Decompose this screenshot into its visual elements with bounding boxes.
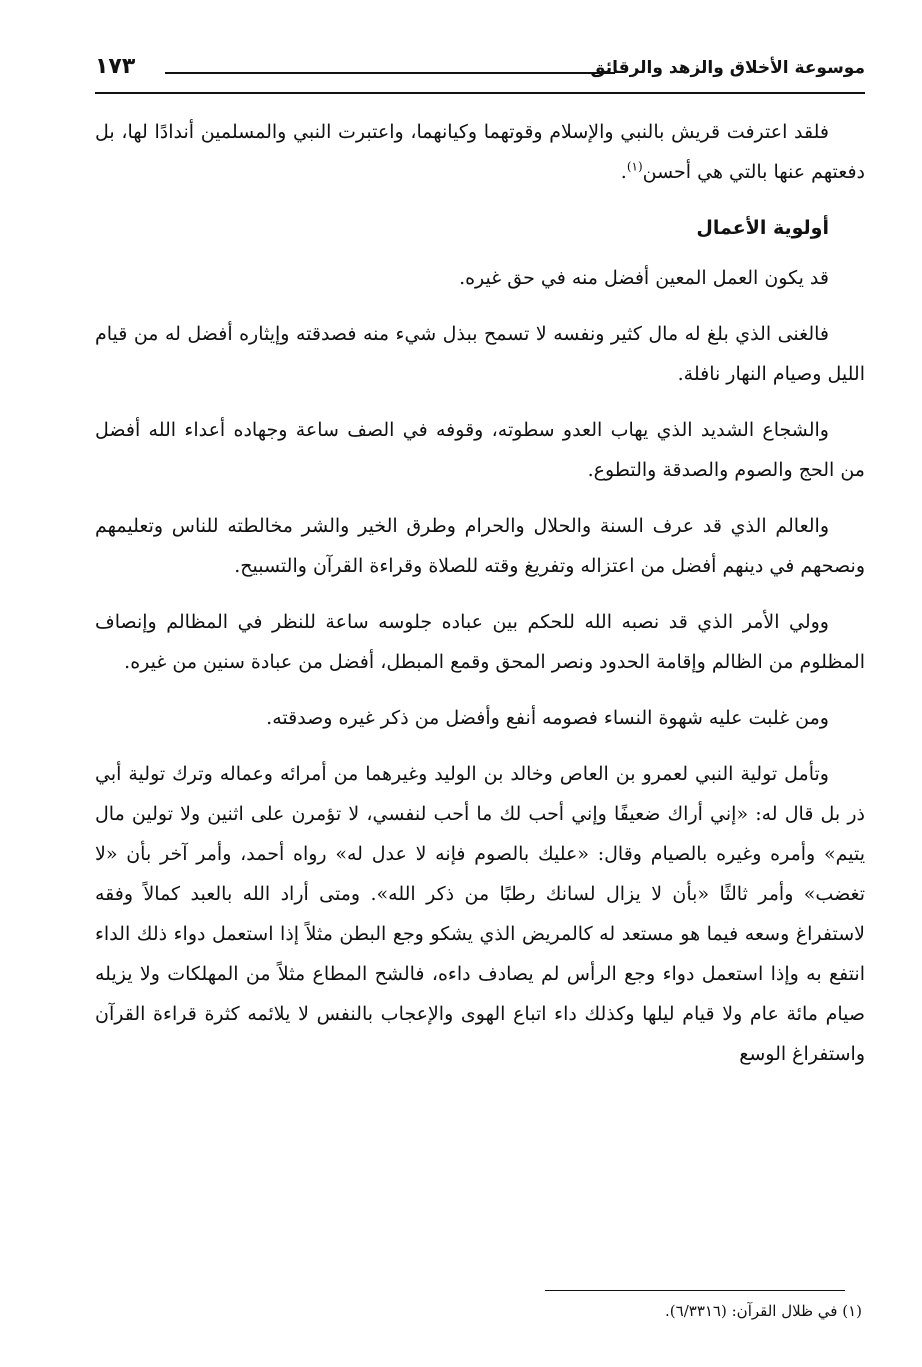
paragraph-1 [95, 112, 865, 192]
section-heading: أولوية الأعمال [696, 217, 829, 239]
paragraph-3: فالغنى الذي بلغ له مال كثير ونفسه لا تسمح ببذل شيء منه فصدقته وإيثاره أفضل له من قيام الليل وصيام النهار نافلة. [95, 323, 865, 385]
header-rule [165, 72, 615, 74]
book-title: موسوعة الأخلاق والزهد والرقائق [590, 58, 865, 78]
footnote: (١) في ظلال القرآن: (٦/٣٣١٦). [665, 1302, 862, 1320]
header-bottom-rule [95, 92, 865, 94]
paragraph-7: ومن غلبت عليه شهوة النساء فصومه أنفع وأفضل من ذكر غيره وصدقته. [266, 707, 829, 729]
footnote-rule [545, 1290, 845, 1291]
paragraph-1-text: فلقد اعترفت قريش بالنبي والإسلام وقوتهما وكيانهما، واعتبرت النبي والمسلمين أندادًا لها، بل دفعتهم عنها بالتي هي أحسن [95, 121, 865, 183]
paragraph-6: وولي الأمر الذي قد نصبه الله للحكم بين عباده جلوسه ساعة للنظر في المظالم وإنصاف المظلوم من الظالم وإقامة الحدود ونصر المحق وقمع المبطل، أفضل من عبادة سنين من غيره. [95, 611, 865, 673]
page-number: ١٧٣ [95, 54, 136, 79]
paragraph-1-end: . [620, 161, 627, 183]
main-text [95, 112, 865, 1090]
paragraph-8: وتأمل تولية النبي لعمرو بن العاص وخالد بن الوليد وغيرهما من أمرائه وعماله وترك تولية أبي ذر بل قال له: «إني أراك ضعيفًا وإني أحب لك ما أحب لنفسي، لا تؤمرن على اثنين ولا تولين مال يتيم» وأمره وغيره بالصيام وقال: «عليك بالصوم فإنه لا عدل له» رواه أحمد، وأمر آخر بأن «لا تغضب» وأمر ثالثًا «بأن لا يزال لسانك رطبًا من ذكر الله». ومتى أراد الله بالعبد كمالاً وفقه لاستفراغ وسعه فيما هو مستعد له كالمريض الذي يشكو وجع البطن مثلاً إذا استعمل دواء ذلك الداء انتفع به وإذا استعمل دواء وجع الرأس لم يصادف داءه، فالشح المطاع مثلاً من المهلكات ولا يزيله صيام مائة عام ولا قيام ليلها وكذلك داء اتباع الهوى والإعجاب بالنفس لا يلائمه كثرة قراءة القرآن واستفراغ الوسع [95, 763, 865, 1065]
paragraph-4: والشجاع الشديد الذي يهاب العدو سطوته، وقوفه في الصف ساعة وجهاده أعداء الله أفضل من الحج والصوم والصدقة والتطوع. [95, 419, 865, 481]
paragraph-5: والعالم الذي قد عرف السنة والحلال والحرام وطرق الخير والشر مخالطته للناس وتعليمهم ونصحهم في دينهم أفضل من اعتزاله وتفريغ وقته للصلاة وقراءة القرآن والتسبيح. [95, 515, 865, 577]
running-header [95, 52, 865, 94]
paragraph-2: قد يكون العمل المعين أفضل منه في حق غيره. [459, 267, 829, 289]
footnote-ref: (١) [626, 159, 643, 174]
